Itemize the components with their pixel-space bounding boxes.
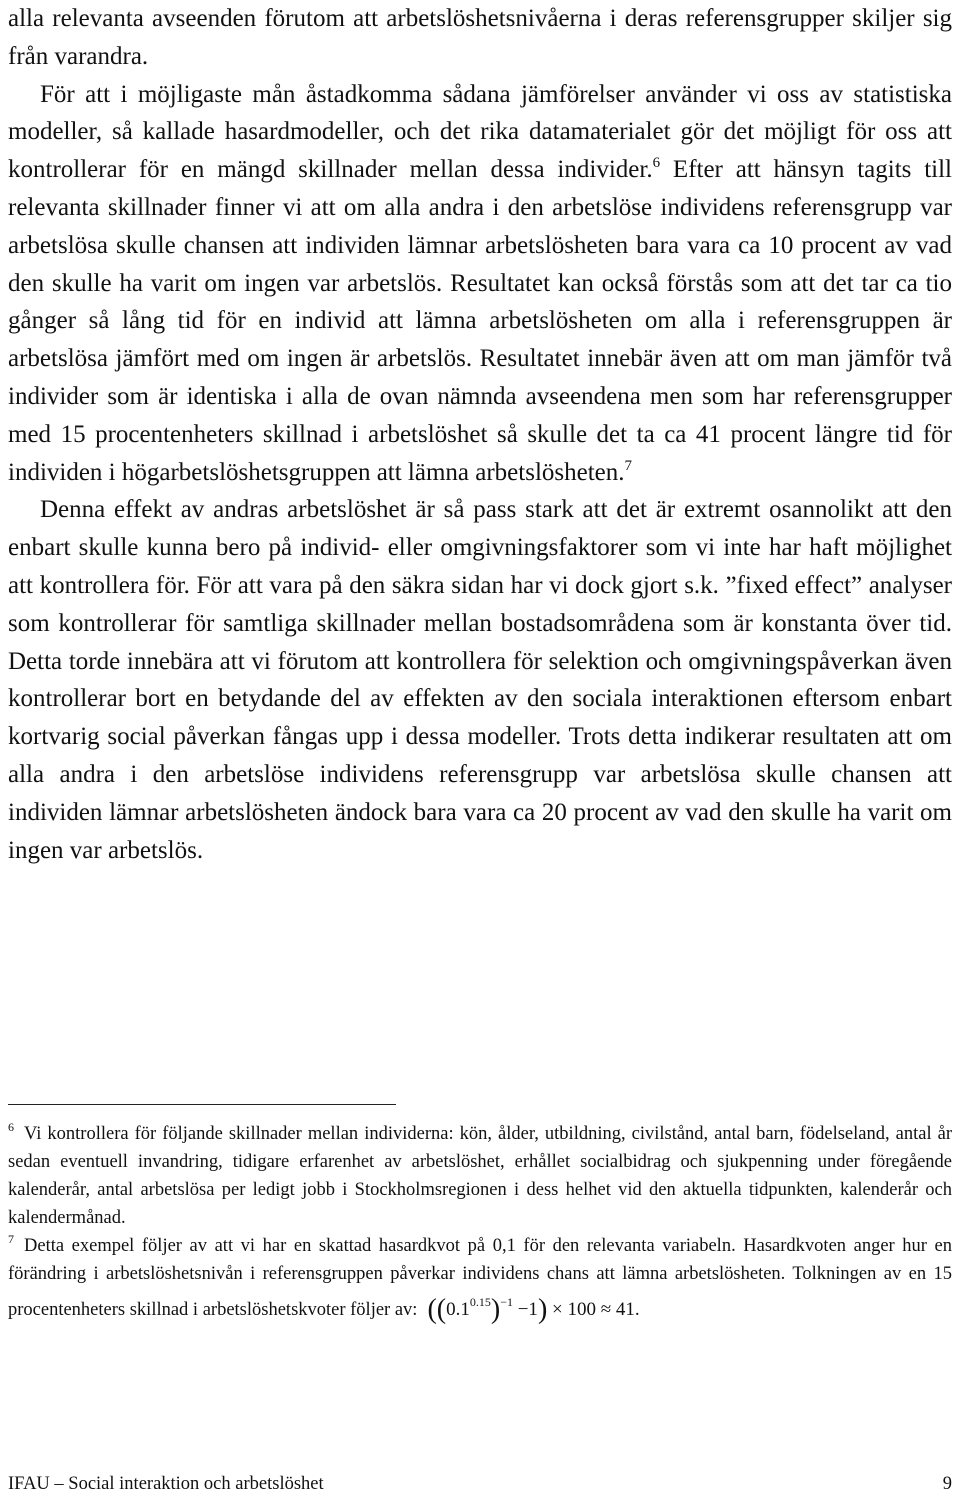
paragraph-1: alla relevanta avseenden förutom att arbetslöshetsnivåerna i deras referensgrupper skiljer sig från varandra. [8,5,952,70]
page-number: 9 [942,1474,952,1494]
formula-approx: ≈ [600,1299,612,1320]
formula-outer-exponent: −1 [500,1295,513,1309]
formula-times: × [552,1299,563,1320]
footnote-divider [8,1104,396,1105]
paragraph-3: Denna effekt av andras arbetslöshet är så pass stark att det är extremt osannolikt att den enbart skulle kunna bero på individ- eller omgivningsfaktorer som vi inte har haft möjlighet att kontrollera för. För att vara på den säkra sidan har vi dock gjort s.k. ”fixed effect” analyser som kontrollerar för samtliga skillnader mellan bostadsområdena som är konstanta över tid. Detta torde innebära att vi förutom att kontrollera för selektion och omgivningspåverkan även kontrollerar bort en betydande del av effekten av den sociala interaktionen eftersom enbart kortvarig social påverkan fångas upp i dessa modeller. Trots detta indikerar resultaten att om alla andra i den arbetslöse individens referensgrupp var arbetslösa skulle chansen att individen lämnar arbetslösheten ändock bara vara ca 20 procent av vad den skulle ha varit om ingen var arbetslös. [8,496,952,864]
footnote-ref-6[interactable]: 6 [652,155,661,172]
formula-end: . [634,1299,640,1320]
formula-minus-one: −1 [517,1299,538,1320]
body-text [8,0,952,869]
footnote-7-text: Detta exempel följer av att vi har en skattad hasardkvot på 0,1 för den relevanta variabeln. Hasardkvoten anger hur en förändring i arbetslöshetsnivån i referensgruppen påverkar individens chans att lämna arbetslösheten. Tolkningen av en 15 procentenheters skillnad i arbetslöshetskvoter följer av: [8,1236,952,1320]
paragraph-2 [8,76,952,492]
footnote-ref-7[interactable]: 7 [624,457,633,474]
footnotes [8,1120,952,1324]
paragraph-2-part-1: För att i möjligaste mån åstadkomma sådana jämförelser använder vi oss av statistiska modeller, så kallade hasardmodeller, och det rika datamaterialet gör det möjligt för oss att kontrollerar för en mängd skillnader mellan dessa individer. [8,80,952,184]
formula-inner-exponent: 0.15 [469,1295,491,1309]
formula-hundred: 100 [567,1299,596,1320]
page-body [8,0,952,869]
footnote-7 [8,1232,952,1324]
footnote-7-mark: 7 [8,1232,14,1246]
hazard-formula: $((0.1^{0.15})^{-1} -1) \times 100 \approx 41$. [427,1294,640,1325]
formula-result: 41 [615,1299,635,1320]
footnote-6-text: Vi kontrollera för följande skillnader mellan individerna: kön, ålder, utbildning, civilstånd, antal barn, födelseland, antal år sedan eventuell invandring, tidigare erfarenhet av arbetslöshet, erhållet socialbidrag och sjukpenning under föregående kalenderår, antal arbetslösa per ledigt jobb i Stockholmsregionen i dess helhet vid den aktuella tidpunkten, kalenderår och kalendermånad. [8,1124,952,1228]
footnote-6 [8,1120,952,1232]
formula-base: 0.1 [446,1299,470,1320]
footer-title: IFAU – Social interaktion och arbetslöshet [8,1474,324,1494]
paragraph-2-part-2: Efter att hänsyn tagits till relevanta skillnader finner vi att om alla andra i den arbetslöse individens referensgrupp var arbetslösa skulle chansen att individen lämnar arbetslösheten bara vara ca 10 procent av vad den skulle ha varit om ingen var arbetslös. Resultatet kan också förstås som att det tar ca tio gånger så lång tid för en individ att lämna arbetslösheten om alla i referensgruppen är arbetslösa jämfört med om ingen är arbetslös. Resultatet innebär även att om man jämför två individer som är identiska i alla de ovan nämnda avseendena men som har referensgrupper med 15 procentenheters skillnad i arbetslöshet så skulle det ta ca 41 procent längre tid för individen i högarbetslöshetsgruppen att lämna arbetslösheten. [8,156,952,486]
footnote-6-mark: 6 [8,1120,14,1134]
